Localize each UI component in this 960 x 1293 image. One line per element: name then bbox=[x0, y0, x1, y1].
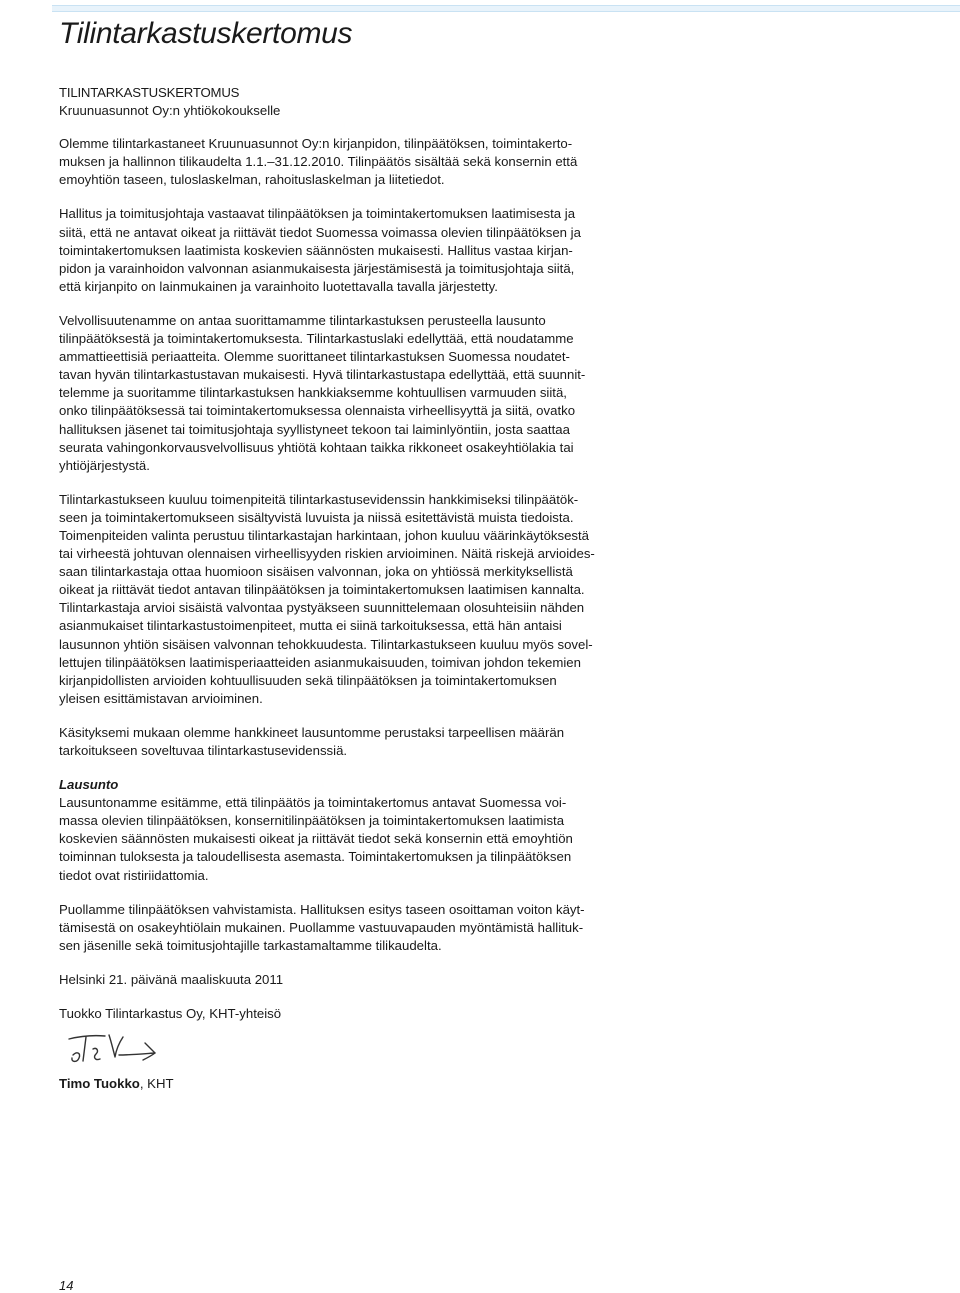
text-line: ammattieettisiä periaatteita. Olemme suorittaneet tilintarkastuksen Suomessa noudatet- bbox=[59, 349, 570, 365]
report-heading: TILINTARKASTUSKERTOMUS bbox=[59, 85, 240, 100]
text-line: tai virheestä johtuvan olennaisen virheellisyyden riskien arvioiminen. Näitä riskejä arvioides- bbox=[59, 546, 595, 562]
page-number: 14 bbox=[59, 1278, 74, 1293]
text-line: Hallitus ja toimitusjohtaja vastaavat tilinpäätöksen ja toimintakertomuksen laatimisesta ja bbox=[59, 206, 576, 222]
paragraph-scope bbox=[59, 135, 629, 189]
text-line: pidon ja varainhoidon valvonnan asianmukaisesta järjestämisestä ja toimitusjohtaja siitä, bbox=[59, 260, 575, 276]
text-line: Puollamme tilinpäätöksen vahvistamista. Hallituksen esitys taseen osoittaman voiton käyt- bbox=[59, 901, 585, 917]
text-line: lausunnon yhtiön sisäisen valvonnan tehokkuudesta. Tilintarkastukseen kuuluu myös sovel- bbox=[59, 636, 593, 652]
text-line: Tilintarkastaja arvioi sisäistä valvontaa pystyäkseen suunnittelemaan olosuhteisiin nähden bbox=[59, 600, 585, 616]
paragraph-audit-procedures bbox=[59, 491, 629, 708]
text-line: muksen ja hallinnon tilikaudelta 1.1.–31.12.2010. Tilinpäätös sisältää sekä konsernin että bbox=[59, 154, 578, 170]
text-line: Tilintarkastukseen kuuluu toimenpiteitä tilintarkastusevidenssin hankkimiseksi tilinpäätök- bbox=[59, 491, 579, 507]
paragraph-auditor-responsibility bbox=[59, 312, 629, 475]
text-line: asianmukaiset tilintarkastustoimenpiteet, mutta ei siinä tarkoituksessa, että hän antaisi bbox=[59, 618, 562, 634]
text-line: emoyhtiön taseen, tuloslaskelman, rahoituslaskelman ja liitetiedot. bbox=[59, 172, 445, 188]
text-line: sen jäsenille sekä toimitusjohtajille tarkastamaltamme tilikaudelta. bbox=[59, 937, 442, 953]
page-title: Tilintarkastuskertomus bbox=[59, 17, 353, 50]
place-date: Helsinki 21. päivänä maaliskuuta 2011 bbox=[59, 971, 284, 987]
text-line: tarkoitukseen soveltuvaa tilintarkastusevidenssiä. bbox=[59, 743, 348, 758]
text-line: hallituksen jäsenet tai toimitusjohtaja syyllistyneet tekoon tai laiminlyöntiin, josta saattaa bbox=[59, 421, 570, 437]
paragraph-recommendation bbox=[59, 901, 629, 955]
paragraph-opinion bbox=[59, 794, 629, 884]
text-line: onko tilinpäätöksessä tai toimintakertomuksessa olennaista virheellisyyttä ja siitä, ovatko bbox=[59, 403, 576, 419]
text-line: että kirjanpito on lainmukainen ja varainhoito luotettavalla tavalla järjestetty. bbox=[59, 278, 498, 294]
text-line: toimintakertomuksen laatimista koskevien säännösten mukaisesti. Hallitus vastaa kirjan- bbox=[59, 242, 573, 258]
text-line: lettujen tilinpäätöksen laatimisperiaatteiden asianmukaisuuden, toimivan johdon tekemien bbox=[59, 654, 581, 670]
text-line: Lausuntonamme esitämme, että tilinpäätös ja toimintakertomus antavat Suomessa voi- bbox=[59, 795, 567, 811]
paragraph-evidence bbox=[59, 724, 629, 760]
text-line: Olemme tilintarkastaneet Kruunuasunnot Oy:n kirjanpidon, tilinpäätöksen, toimintakerto- bbox=[59, 136, 573, 152]
text-line: tavan hyvän tilintarkastustavan mukaisesti. Hyvä tilintarkastustapa edellyttää, että suunnit- bbox=[59, 367, 586, 383]
signer-title: , KHT bbox=[139, 1076, 174, 1092]
text-line: toiminnan tuloksesta ja taloudellisesta asemasta. Toimintakertomuksen ja tilinpäätöksen bbox=[59, 849, 572, 865]
text-line: seurata vahingonkorvausvelvollisuus yhtiötä kohtaan taikka rikkoneet osakeyhtiölakia tai bbox=[59, 439, 574, 455]
handwritten-signature bbox=[59, 1025, 629, 1069]
text-line: koskevien säännösten mukaisesti oikeat ja riittävät tiedot sekä konsernin että emoyhtiön bbox=[59, 831, 573, 847]
top-rule bbox=[52, 5, 960, 12]
text-line: saan tilintarkastaja ottaa huomioon sisäisen valvonnan, joka on yhtiössä merkityksellistä bbox=[59, 564, 573, 580]
text-line: siitä, että ne antavat oikeat ja riittävät tiedot Suomessa voimassa olevien tilinpäätöksen ja bbox=[59, 224, 581, 240]
text-line: yhtiöjärjestystä. bbox=[59, 457, 150, 473]
text-line: seen ja toimintakertomukseen sisältyvistä luvuista ja niissä esitettävistä muista tiedoista. bbox=[59, 509, 574, 525]
text-line: oikeat ja riittävät tiedot antavan tilinpäätöksen ja toimintakertomuksen laatimisen kannalta. bbox=[59, 582, 585, 598]
opinion-heading: Lausunto bbox=[59, 777, 119, 793]
text-line: Toimenpiteiden valinta perustuu tilintarkastajan harkintaan, johon kuuluu väärinkäytöksestä bbox=[59, 527, 590, 543]
text-line: tämisestä on osakeyhtiölain mukainen. Puollamme vastuuvapauden myöntämistä hallituk- bbox=[59, 919, 584, 935]
signature-image bbox=[59, 1025, 169, 1069]
signer-name: Timo Tuokko bbox=[59, 1076, 140, 1092]
text-line: Käsityksemi mukaan olemme hankkineet lausuntomme perustaksi tarpeellisen määrän bbox=[59, 724, 565, 740]
text-line: tiedot ovat ristiriidattomia. bbox=[59, 867, 209, 883]
text-line: tilinpäätöksestä ja toimintakertomuksesta. Tilintarkastuslaki edellyttää, että noudatamme bbox=[59, 331, 574, 347]
report-body bbox=[59, 84, 629, 1093]
text-line: yleisen esittämistavan arvioiminen. bbox=[59, 690, 263, 706]
paragraph-board-responsibility bbox=[59, 205, 629, 295]
text-line: Velvollisuutenamme on antaa suorittamamme tilintarkastuksen perusteella lausunto bbox=[59, 312, 546, 328]
report-addressee: Kruunuasunnot Oy:n yhtiökokoukselle bbox=[59, 103, 281, 119]
audit-firm: Tuokko Tilintarkastus Oy, KHT-yhteisö bbox=[59, 1006, 282, 1022]
text-line: massa olevien tilinpäätöksen, konsernitilinpäätöksen ja toimintakertomuksen laatimista bbox=[59, 813, 565, 829]
text-line: telemme ja suoritamme tilintarkastuksen hankkiaksemme kohtuullisen varmuuden siitä, bbox=[59, 385, 567, 401]
signer bbox=[59, 1075, 629, 1093]
text-line: kirjanpidollisten arvioiden kohtuullisuuden sekä tilinpäätöksen ja toimintakertomuksen bbox=[59, 672, 557, 688]
